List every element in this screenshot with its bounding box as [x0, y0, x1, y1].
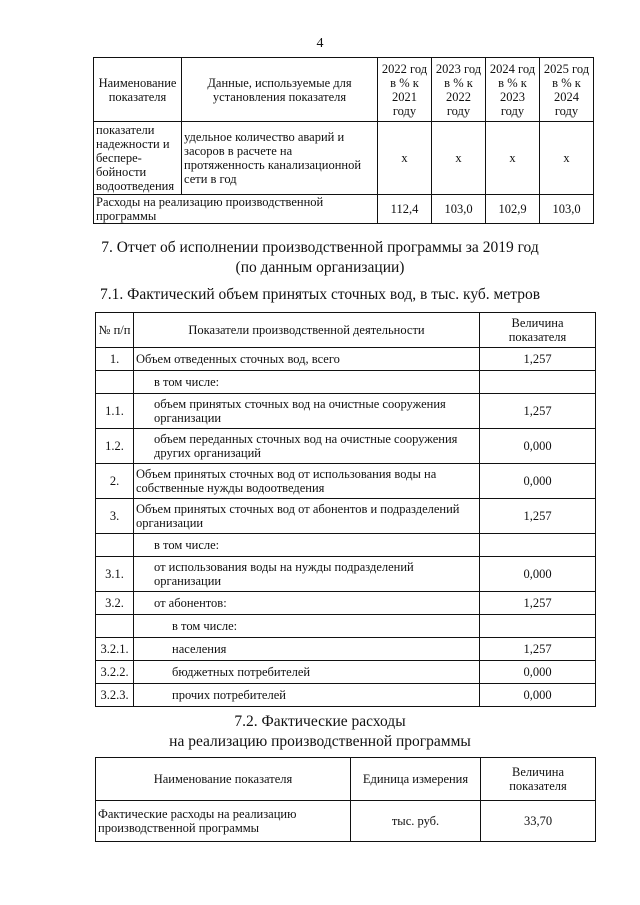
- table-row: [96, 801, 596, 842]
- row-number: 1.2.: [96, 429, 134, 464]
- section-7-1-heading: 7.1. Фактический объем принятых сточных вод, в тыс. куб. метров: [99, 286, 541, 303]
- table-cell: 103,0: [540, 195, 594, 224]
- header-cell: Величина показателя: [480, 313, 596, 348]
- table-row: [96, 592, 596, 615]
- row-value: 0,000: [480, 464, 596, 499]
- row-value: [480, 534, 596, 557]
- row-value: 1,257: [480, 638, 596, 661]
- row-number: 3.2.: [96, 592, 134, 615]
- row-value: 0,000: [480, 557, 596, 592]
- row-label: Объем принятых сточных вод от использования воды на собственные нужды водоотведения: [134, 464, 480, 499]
- row-value: [480, 371, 596, 394]
- header-cell: 2022 год в % к 2021 году: [378, 58, 432, 122]
- table-row: [94, 122, 594, 195]
- table-row: [96, 638, 596, 661]
- indicators-table: [93, 57, 594, 224]
- row-number: 2.: [96, 464, 134, 499]
- table-cell: х: [378, 122, 432, 195]
- row-label: от использования воды на нужды подразделений организации: [134, 557, 480, 592]
- row-value: 1,257: [480, 394, 596, 429]
- section-subtitle: (по данным организации): [235, 259, 405, 276]
- table-row: [96, 615, 596, 638]
- row-label: Объем отведенных сточных вод, всего: [134, 348, 480, 371]
- table-row: [96, 429, 596, 464]
- header-cell: Наименование показателя: [94, 58, 182, 122]
- row-label: населения: [134, 638, 480, 661]
- row-number: 3.2.2.: [96, 661, 134, 684]
- section-title: 7. Отчет об исполнении производственной программы за 2019 год: [101, 239, 539, 256]
- row-label: от абонентов:: [134, 592, 480, 615]
- table-row: [96, 684, 596, 707]
- row-number: 3.1.: [96, 557, 134, 592]
- header-cell: Величина показателя: [481, 758, 596, 801]
- section-subtitle: на реализацию производственной программы: [169, 733, 471, 750]
- actual-expenses-table: [95, 757, 596, 842]
- table-cell: х: [486, 122, 540, 195]
- section-7-2-heading: [0, 712, 640, 752]
- header-cell: Показатели производственной деятельности: [134, 313, 480, 348]
- table-cell: х: [540, 122, 594, 195]
- page-number: 4: [316, 36, 324, 51]
- table-cell: 112,4: [378, 195, 432, 224]
- wastewater-volume-table: [95, 312, 596, 707]
- row-value: 0,000: [480, 429, 596, 464]
- row-value: 1,257: [480, 348, 596, 371]
- table-header-row: [94, 58, 594, 122]
- table-row: [96, 394, 596, 429]
- section-title: 7.2. Фактические расходы: [234, 713, 406, 730]
- table-cell: Расходы на реализацию производственной программы: [94, 195, 378, 224]
- table-row: [96, 661, 596, 684]
- header-cell: № п/п: [96, 313, 134, 348]
- row-number: [96, 371, 134, 394]
- row-number: [96, 615, 134, 638]
- row-number: 1.1.: [96, 394, 134, 429]
- row-label: прочих потребителей: [134, 684, 480, 707]
- row-label: в том числе:: [134, 615, 480, 638]
- row-number: 1.: [96, 348, 134, 371]
- row-label: Фактические расходы на реализацию производственной программы: [96, 801, 351, 842]
- header-cell: 2023 год в % к 2022 году: [432, 58, 486, 122]
- row-value: 0,000: [480, 684, 596, 707]
- row-value: 1,257: [480, 592, 596, 615]
- header-cell: Наименование показателя: [96, 758, 351, 801]
- row-value: 33,70: [481, 801, 596, 842]
- header-cell: 2025 год в % к 2024 году: [540, 58, 594, 122]
- row-value: 1,257: [480, 499, 596, 534]
- row-label: объем принятых сточных вод на очистные сооружения организации: [134, 394, 480, 429]
- table-header-row: [96, 313, 596, 348]
- row-value: [480, 615, 596, 638]
- table-cell: 102,9: [486, 195, 540, 224]
- row-label: Объем принятых сточных вод от абонентов и подразделений организации: [134, 499, 480, 534]
- header-cell: Единица измерения: [351, 758, 481, 801]
- section-7-heading: [0, 238, 640, 278]
- row-number: 3.2.3.: [96, 684, 134, 707]
- row-unit: тыс. руб.: [351, 801, 481, 842]
- table-row: [96, 464, 596, 499]
- table-row: [96, 534, 596, 557]
- table-row: [96, 557, 596, 592]
- row-number: 3.2.1.: [96, 638, 134, 661]
- table-row: [96, 348, 596, 371]
- header-cell: Данные, используемые для установления показателя: [182, 58, 378, 122]
- table-row: [96, 499, 596, 534]
- row-label: в том числе:: [134, 371, 480, 394]
- header-cell: 2024 год в % к 2023 году: [486, 58, 540, 122]
- table-cell: 103,0: [432, 195, 486, 224]
- table-row: [94, 195, 594, 224]
- row-value: 0,000: [480, 661, 596, 684]
- row-number: [96, 534, 134, 557]
- table-cell: х: [432, 122, 486, 195]
- table-cell: показатели надежности и беспере-бойности водоотведения: [94, 122, 182, 195]
- row-label: бюджетных потребителей: [134, 661, 480, 684]
- row-number: 3.: [96, 499, 134, 534]
- table-cell: удельное количество аварий и засоров в расчете на протяженность канализационной сети в год: [182, 122, 378, 195]
- row-label: в том числе:: [134, 534, 480, 557]
- row-label: объем переданных сточных вод на очистные сооружения других организаций: [134, 429, 480, 464]
- table-header-row: [96, 758, 596, 801]
- table-row: [96, 371, 596, 394]
